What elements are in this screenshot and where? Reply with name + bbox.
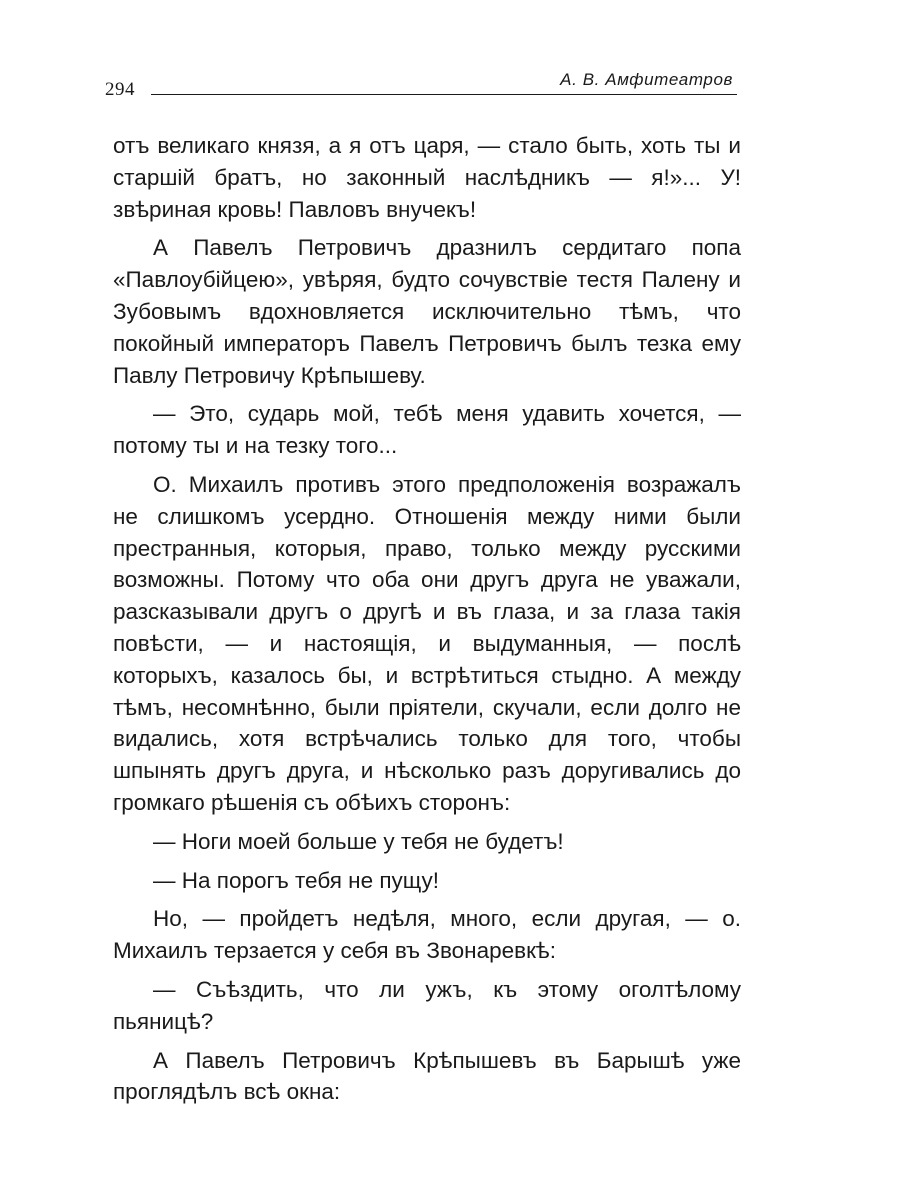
paragraph: А Павелъ Петровичъ дразнилъ сердитаго попа «Павлоубійцею», увѣряя, будто сочувствіе тестя Палену и Зубовымъ вдохновляется исключительно тѣмъ, что покойный императоръ Павелъ Петровичъ былъ тезка ему Павлу Петровичу Крѣпышеву. bbox=[113, 235, 741, 388]
paragraph-dialogue: — Это, сударь мой, тебѣ меня удавить хочется, — потому ты и на тезку того... bbox=[113, 401, 741, 459]
paragraph-dialogue: — На порогъ тебя не пущу! bbox=[153, 867, 440, 893]
body-text bbox=[113, 130, 741, 1115]
paragraph: О. Михаилъ противъ этого предположенія возражалъ не слишкомъ усердно. Отношенія между ними были престранныя, которыя, право, только между русскими возможны. Потому что оба они другъ друга не уважали, разсказывали другъ о другѣ и въ глаза, и за глаза такія повѣсти, — и настоящія, и выдуманныя, — послѣ которыхъ, казалось бы, и встрѣтиться стыдно. А между тѣмъ, несомнѣнно, были пріятели, скучали, если долго не видались, хотя встрѣчались только для того, чтобы шпынять другъ друга, и нѣсколько разъ доругивались до громкаго рѣшенія съ обѣихъ сторонъ: bbox=[113, 471, 741, 815]
paragraph-continuation: отъ великаго князя, а я отъ царя, — стало быть, хоть ты и старшій братъ, но законный наслѣдникъ — я!»... У! звѣриная кровь! Павловъ внучекъ! bbox=[113, 133, 741, 222]
paragraph: Но, — пройдетъ недѣля, много, если другая, — о. Михаилъ терзается у себя въ Звонаревкѣ: bbox=[113, 906, 741, 964]
running-header bbox=[105, 66, 737, 102]
paragraph: А Павелъ Петровичъ Крѣпышевъ въ Барышѣ уже проглядѣлъ всѣ окна: bbox=[113, 1047, 741, 1105]
paragraph-dialogue: — Ноги моей больше у тебя не будетъ! bbox=[153, 828, 564, 854]
header-rule bbox=[151, 94, 737, 95]
header-author: А. В. Амфитеатров bbox=[560, 70, 733, 89]
paragraph-dialogue: — Съѣздить, что ли ужъ, къ этому оголтѣлому пьяницѣ? bbox=[113, 976, 741, 1034]
page-number: 294 bbox=[105, 79, 135, 100]
